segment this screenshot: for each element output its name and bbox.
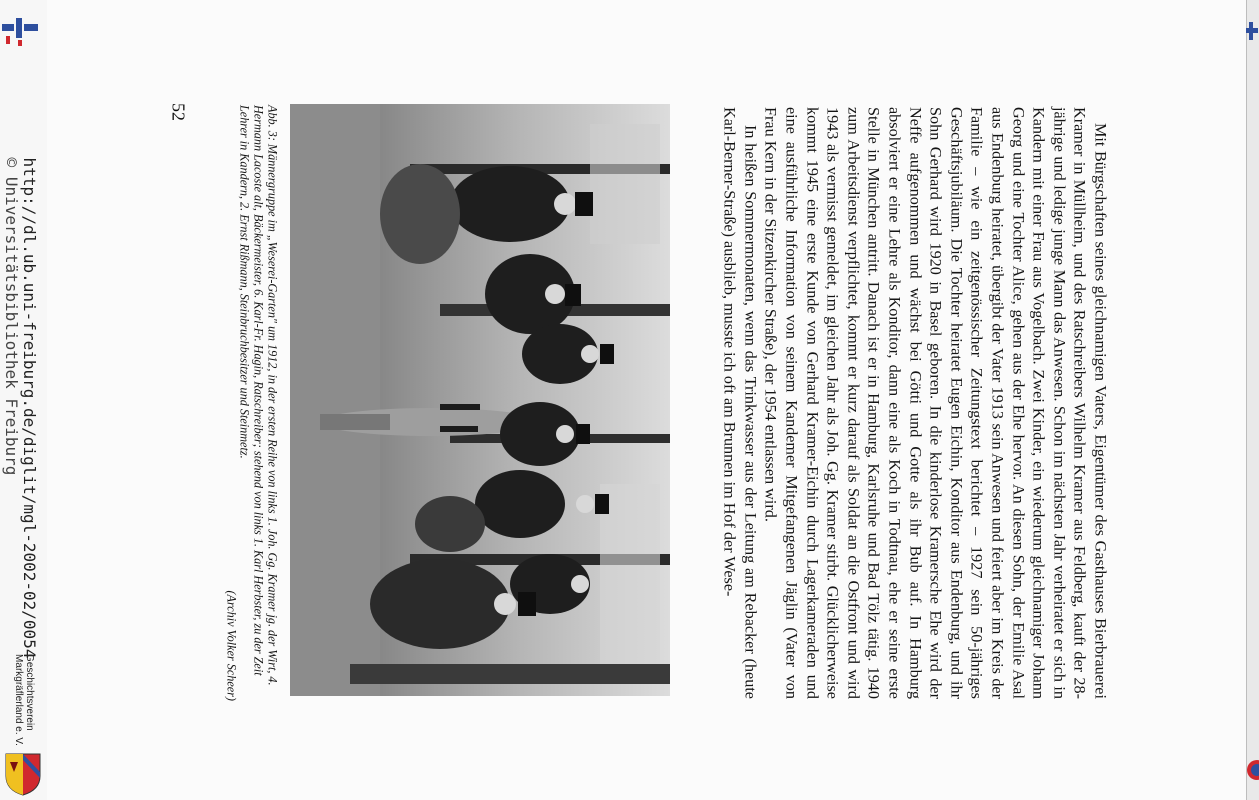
photo-illustration	[290, 104, 670, 696]
left-margin-strip	[0, 0, 48, 800]
paragraph: Mit Bürgschaften seines gleichnamigen Vaters, Eigentümer des Gasthauses Bierbrauerei Kramer in Müllheim, und des Ratschreibers Wilhelm Kramer aus Feldberg, kauft der 28-jährige und ledige junge Mann das Anwesen. Schon im nächsten Jahr verheiratet er sich in Kandern mit einer Frau aus Vogelbach. Zwei Kinder, ein wiederum gleichnamiger Johann Georg und eine Tochter Alice, gehen aus der Ehe hervor. An diesen Sohn, der Emilie Asal aus Endenburg heiratet, übergibt der Vater 1913 sein Anwesen und feiert aber im Kreis der Familie – wie ein zeitgenössischer Zeitungstext berichtet – 1927 sein 50-jähriges Geschäftsjubiläum. Die Tochter heiratet Eugen Eichin, Konditor aus Endenburg, und ihr Sohn Gerhard wird 1920 in Basel geboren. In die kinderlose Kramersche Ehe wird der Neffe aufgenommen und wächst bei Götti und Gotte als ihr Bub auf. In Hamburg absolviert er eine Lehre als Konditor, dann eine als Koch in Todtnau, ehe er seine erste Stelle in München antritt. Danach ist er in Hamburg, Karlsruhe und Bad Tölz tätig. 1940 zum Arbeitsdienst verpflichtet, kommt er kurz darauf als Soldat an die Ostfront und wird 1943 als vermisst gemeldet, im gleichen Jahr als Joh. Gg. Kramer stirbt. Glücklicherweise kommt 1945 eine erste Kunde von Gerhard Kramer-Eichin durch Lagerkameraden und eine ausführliche Information von seinem Kandemer Mitgefangenen Jäglin (Vater von Frau Kern in der Sitzenkircher Straße), der 1954 entlassen wird.	[762, 107, 1110, 699]
association-name	[13, 654, 35, 746]
body-text	[719, 107, 1110, 699]
historical-group-photo	[290, 104, 670, 696]
source-url: http://dl.ub.uni-freiburg.de/diglit/mgl-2002-02/0054	[20, 157, 39, 659]
photo-caption	[223, 105, 278, 701]
library-logo-icon	[2, 10, 42, 50]
association-line-1: Geschichtsverein	[24, 654, 35, 731]
right-edge-crest-icon	[1243, 758, 1259, 782]
page-number: 52	[168, 103, 189, 121]
right-edge-logo-icon	[1246, 22, 1258, 40]
source-url-watermark	[2, 158, 38, 659]
association-line-2: Markgräflerland e. V.	[13, 654, 24, 746]
paragraph: In heißen Sommermonaten, wenn das Trinkwasser aus der Leitung am Rebacker (heute Karl-Berner-Straße) ausblieb, musste ich oft am Brunnen im Hof der Wese-	[720, 107, 760, 699]
association-crest-icon	[4, 752, 42, 796]
caption-text: Abb. 3: Männergruppe im „Weserei-Garten" um 1912, in der ersten Reihe von links 1. Joh. Gg. Kramer jg. der Wirt, 4. Hermann Lacoste alt, Bäckermeister, 6. Karl-Fr. Hagin, Ratschreiber; stehend von links 1. Karl Herbster, zu der Zeit Lehrer in Kandern, 2. Ernst Rißmann, Steinbruchbesitzer und Steinmetz.	[238, 105, 280, 686]
photo-credit: (Archiv Volker Scheer)	[224, 590, 239, 701]
copyright-notice: © Universitätsbibliothek Freiburg	[2, 157, 21, 476]
right-margin-strip	[1246, 0, 1259, 800]
